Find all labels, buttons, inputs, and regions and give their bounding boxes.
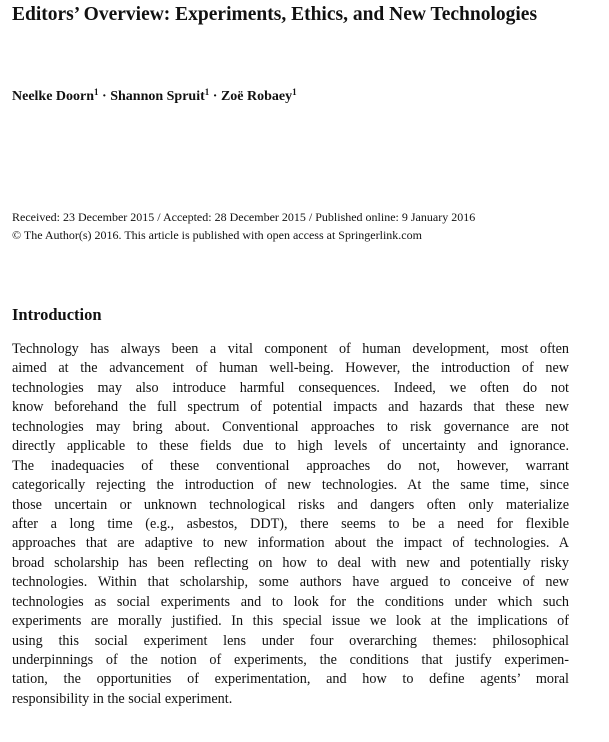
body-line: technologies may bring about. Conventional approaches to risk governance are not — [12, 418, 569, 435]
body-line: technologies as social experiments and to look for the conditions under which such — [12, 593, 569, 610]
author-affiliation: 1 — [204, 87, 210, 97]
copyright-notice: © The Author(s) 2016. This article is published with open access at Springerlink.com — [12, 227, 422, 242]
author-name: Neelke Doorn — [12, 89, 95, 104]
body-line: using this social experiment lens under four overarching themes: philosophical — [12, 632, 569, 649]
body-line: broad scholarship has been reflecting on how to deal with new and potentially risky — [12, 554, 569, 571]
body-line: tation, the opportunities of experimentation, and how to define agents’ moral — [12, 671, 569, 688]
body-line: experiments are morally justified. In this special issue we look at the implications of — [12, 613, 569, 630]
body-line: The inadequacies of these conventional approaches do not, however, warrant — [12, 457, 569, 474]
body-line: categorically rejecting the introduction of new technologies. At the same time, since — [12, 477, 569, 494]
body-line: know beforehand the full spectrum of potential impacts and hazards that these new — [12, 399, 569, 416]
author-list — [12, 88, 297, 106]
article-meta — [12, 209, 475, 244]
article-title: Editors’ Overview: Experiments, Ethics, and New Technologies — [12, 4, 538, 25]
body-line: technologies. Within that scholarship, some authors have argued to conceive of new — [12, 574, 569, 591]
body-line: those uncertain or unknown technological risks and dangers often only materialize — [12, 496, 569, 513]
author-affiliation: 1 — [292, 87, 297, 97]
author-separator: · — [209, 89, 221, 104]
body-paragraph — [12, 340, 569, 709]
section-heading: Introduction — [12, 305, 102, 324]
body-line: underpinnings of the notion of experiments, the conditions that justify experimen- — [12, 652, 569, 668]
body-line: responsibility in the social experiment. — [12, 690, 233, 707]
author-name: Zoë Robaey — [220, 89, 293, 104]
body-line: technologies may also introduce harmful consequences. Indeed, we often do not — [12, 379, 569, 396]
body-line: Technology has always been a vital component of human development, most often — [12, 341, 569, 357]
publication-dates: Received: 23 December 2015 / Accepted: 28 December 2015 / Published online: 9 January 2016 — [12, 210, 476, 224]
body-line: after a long time (e.g., asbestos, DDT), there seems to be a need for flexible — [12, 515, 569, 532]
body-line: approaches that are adaptive to new information about the impact of technologies. A — [12, 535, 569, 552]
author-name: Shannon Spruit — [110, 89, 205, 104]
author-affiliation: 1 — [94, 87, 99, 97]
body-line: directly applicable to these fields due to high levels of uncertainty and ignorance. — [12, 438, 569, 455]
body-line: aimed at the advancement of human well-being. However, the introduction of new — [12, 360, 569, 377]
author-separator: · — [98, 89, 111, 104]
